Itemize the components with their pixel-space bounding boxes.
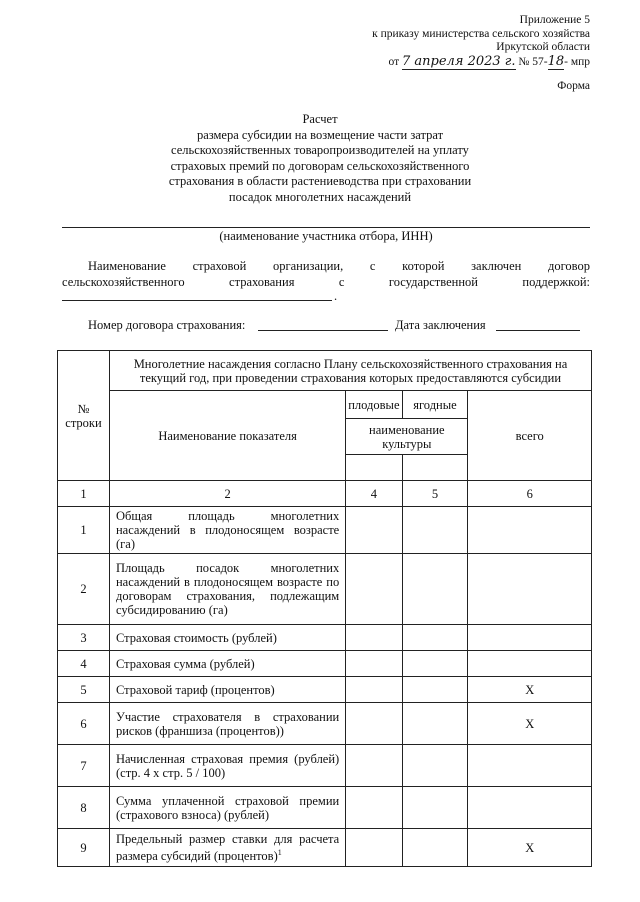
document-title: Расчет размера субсидии на возмещение части затрат сельскохозяйственных товаропроизводителей на уплату страховых премий по договорам сельскохозяйственного страхования в области растениеводства при страховании посадок многолетних насаждений bbox=[168, 112, 472, 204]
form-label: Форма bbox=[557, 80, 590, 92]
table-row bbox=[58, 829, 592, 867]
col-number: 2 bbox=[109, 481, 345, 507]
row-indicator: Страховая сумма (рублей) bbox=[109, 651, 345, 677]
col-number: 4 bbox=[346, 481, 402, 507]
value-cell[interactable] bbox=[402, 829, 468, 867]
value-cell[interactable] bbox=[346, 651, 402, 677]
row-indicator: Площадь посадок многолетних насаждений в плодоносящем возрасте по договорам страхования, подлежащим субсидированию (га) bbox=[109, 554, 345, 625]
fruit-header: плодовые bbox=[346, 391, 402, 419]
contract-date-field[interactable] bbox=[496, 317, 580, 331]
insurer-name-field[interactable] bbox=[62, 287, 332, 301]
row-indicator: Участие страхователя в страховании рисков (франшиза (процентов)) bbox=[109, 703, 345, 745]
table-row bbox=[58, 745, 592, 787]
row-number: 9 bbox=[58, 829, 110, 867]
region-line: Иркутской области bbox=[496, 41, 590, 53]
row-indicator: Сумма уплаченной страховой премии (страхового взноса) (рублей) bbox=[109, 787, 345, 829]
col-number: 6 bbox=[468, 481, 592, 507]
row-indicator: Начисленная страховая премия (рублей) (стр. 4 х стр. 5 / 100) bbox=[109, 745, 345, 787]
row-indicator: Предельный размер ставки для расчета размера субсидий (процентов)$^1$ bbox=[109, 829, 345, 867]
table-row bbox=[58, 554, 592, 625]
berry-header: ягодные bbox=[402, 391, 468, 419]
table-row bbox=[58, 651, 592, 677]
value-cell[interactable] bbox=[346, 554, 402, 625]
total-cell: X bbox=[468, 829, 592, 867]
row-number: 1 bbox=[58, 507, 110, 554]
handwritten-number: 18 bbox=[547, 53, 565, 69]
row-number-header: № строки bbox=[58, 351, 110, 481]
total-cell: X bbox=[468, 703, 592, 745]
total-cell[interactable] bbox=[468, 787, 592, 829]
value-cell[interactable] bbox=[346, 677, 402, 703]
total-cell[interactable] bbox=[468, 507, 592, 554]
col-number: 1 bbox=[58, 481, 110, 507]
value-cell[interactable] bbox=[346, 829, 402, 867]
row-indicator: Общая площадь многолетних насаждений в плодоносящем возрасте (га) bbox=[109, 507, 345, 554]
berry-crop-cell[interactable] bbox=[402, 455, 468, 481]
row-number: 5 bbox=[58, 677, 110, 703]
total-cell[interactable] bbox=[468, 554, 592, 625]
value-cell[interactable] bbox=[346, 787, 402, 829]
crop-name-header: наименование культуры bbox=[346, 419, 468, 455]
subsidy-table bbox=[57, 350, 592, 867]
row-number: 7 bbox=[58, 745, 110, 787]
total-header: всего bbox=[468, 391, 592, 481]
row-number: 3 bbox=[58, 625, 110, 651]
indicator-header: Наименование показателя bbox=[109, 391, 345, 481]
value-cell[interactable] bbox=[402, 651, 468, 677]
value-cell[interactable] bbox=[346, 703, 402, 745]
insurer-text-line1: Наименование страховой организации, с которой заключен договор bbox=[88, 259, 590, 273]
row-indicator: Страховой тариф (процентов) bbox=[109, 677, 345, 703]
table-row bbox=[58, 625, 592, 651]
fruit-crop-cell[interactable] bbox=[346, 455, 402, 481]
footnote-marker: 1 bbox=[277, 847, 282, 857]
participant-caption: (наименование участника отбора, ИНН) bbox=[219, 229, 433, 243]
table-row bbox=[58, 507, 592, 554]
total-cell: X bbox=[468, 677, 592, 703]
insurer-text-line2: сельскохозяйственного страхования с государственной поддержкой: bbox=[62, 275, 590, 289]
value-cell[interactable] bbox=[346, 745, 402, 787]
total-cell[interactable] bbox=[468, 625, 592, 651]
value-cell[interactable] bbox=[402, 787, 468, 829]
appendix-line: Приложение 5 bbox=[519, 14, 590, 26]
row-number: 2 bbox=[58, 554, 110, 625]
col-number: 5 bbox=[402, 481, 468, 507]
total-cell[interactable] bbox=[468, 651, 592, 677]
contract-number-label: Номер договора страхования: bbox=[88, 318, 246, 332]
table-row bbox=[58, 703, 592, 745]
value-cell[interactable] bbox=[402, 554, 468, 625]
value-cell[interactable] bbox=[402, 625, 468, 651]
group-header: Многолетние насаждения согласно Плану сельскохозяйственного страхования на текущий год, при проведении страхования которых предоставляются субсидии bbox=[109, 351, 591, 391]
row-number: 4 bbox=[58, 651, 110, 677]
row-indicator: Страховая стоимость (рублей) bbox=[109, 625, 345, 651]
table-row bbox=[58, 787, 592, 829]
contract-date-label: Дата заключения bbox=[395, 318, 486, 332]
contract-number-field[interactable] bbox=[258, 317, 388, 331]
handwritten-date: 7 апреля 2023 г. bbox=[402, 53, 516, 69]
order-date-line: от 7 апреля 2023 г. № 57-18- мпр bbox=[388, 53, 590, 69]
table-row bbox=[58, 677, 592, 703]
value-cell[interactable] bbox=[402, 745, 468, 787]
order-line: к приказу министерства сельского хозяйства bbox=[372, 27, 590, 40]
insurer-end-dot: . bbox=[334, 289, 338, 303]
value-cell[interactable] bbox=[346, 625, 402, 651]
total-cell[interactable] bbox=[468, 745, 592, 787]
row-number: 6 bbox=[58, 703, 110, 745]
value-cell[interactable] bbox=[402, 703, 468, 745]
row-number: 8 bbox=[58, 787, 110, 829]
participant-field[interactable] bbox=[62, 213, 590, 228]
appendix-header bbox=[372, 14, 590, 69]
value-cell[interactable] bbox=[402, 507, 468, 554]
value-cell[interactable] bbox=[402, 677, 468, 703]
value-cell[interactable] bbox=[346, 507, 402, 554]
